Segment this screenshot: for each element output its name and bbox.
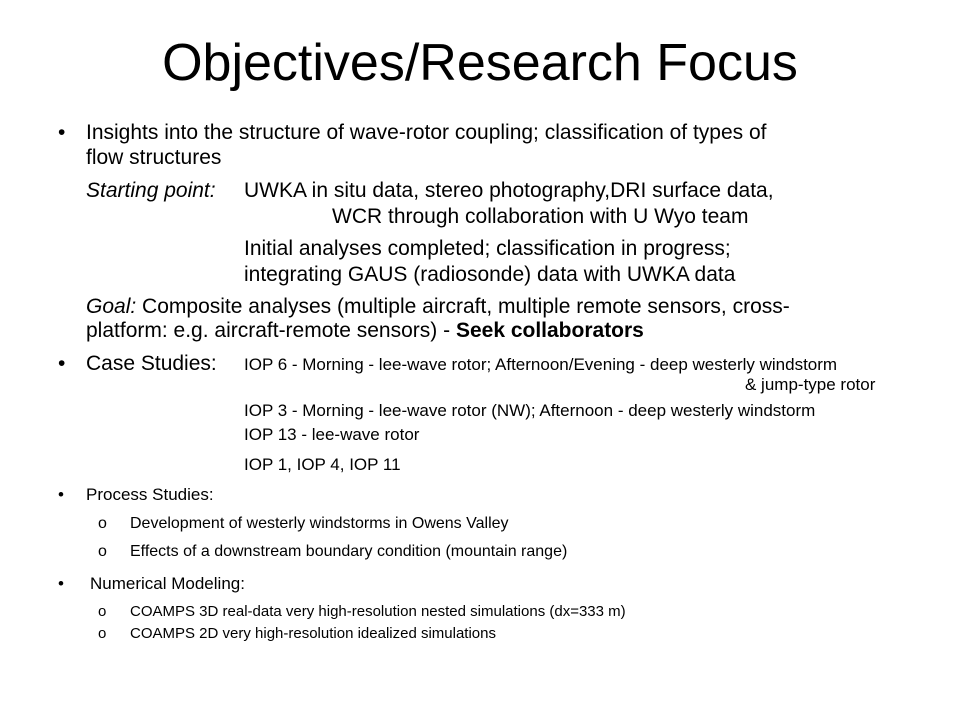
goal-line-2-text: platform: e.g. aircraft-remote sensors) - bbox=[86, 319, 456, 342]
initial-analyses-line-2: integrating GAUS (radiosonde) data with UWKA data bbox=[244, 263, 736, 286]
starting-point-line-2: WCR through collaboration with U Wyo team bbox=[332, 205, 749, 228]
sub-bullet-icon: o bbox=[98, 603, 107, 620]
sub-bullet-icon: o bbox=[98, 625, 107, 642]
bullet-icon: • bbox=[58, 574, 64, 593]
goal-text: Composite analyses (multiple aircraft, multiple remote sensors, cross- bbox=[142, 295, 790, 318]
process-item-2: Effects of a downstream boundary condition (mountain range) bbox=[130, 543, 568, 560]
goal-line-2 bbox=[86, 320, 644, 341]
goal-label: Goal: bbox=[86, 295, 137, 318]
modeling-item-2: COAMPS 2D very high-resolution idealized simulations bbox=[130, 625, 496, 642]
starting-point-label: Starting point: bbox=[86, 179, 216, 202]
insights-line-2: flow structures bbox=[86, 146, 222, 169]
process-studies-label: Process Studies: bbox=[86, 485, 214, 504]
process-item-1: Development of westerly windstorms in Owens Valley bbox=[130, 515, 509, 532]
iop6-line-2: & jump-type rotor bbox=[745, 375, 876, 394]
starting-point-line-1: UWKA in situ data, stereo photography,DRI surface data, bbox=[244, 179, 774, 202]
iop3-line: IOP 3 - Morning - lee-wave rotor (NW); Afternoon - deep westerly windstorm bbox=[244, 401, 816, 420]
iop6-line-1: IOP 6 - Morning - lee-wave rotor; Afternoon/Evening - deep westerly windstorm bbox=[244, 355, 838, 374]
sub-bullet-icon: o bbox=[98, 543, 107, 560]
case-studies-label: Case Studies: bbox=[86, 352, 217, 375]
bullet-icon: • bbox=[58, 121, 66, 144]
seek-collaborators: Seek collaborators bbox=[455, 319, 644, 342]
bullet-icon: • bbox=[58, 485, 64, 504]
iop13-line: IOP 13 - lee-wave rotor bbox=[244, 425, 420, 444]
modeling-item-1: COAMPS 3D real-data very high-resolution nested simulations (dx=333 m) bbox=[130, 603, 626, 620]
page-title: Objectives/Research Focus bbox=[162, 34, 798, 92]
bullet-icon: • bbox=[58, 352, 66, 375]
insights-line-1: Insights into the structure of wave-rotor coupling; classification of types of bbox=[86, 121, 767, 144]
iop-other-line: IOP 1, IOP 4, IOP 11 bbox=[244, 455, 401, 474]
initial-analyses-line-1: Initial analyses completed; classification in progress; bbox=[244, 237, 731, 260]
goal-line-1 bbox=[86, 296, 790, 317]
sub-bullet-icon: o bbox=[98, 515, 107, 532]
numerical-modeling-label: Numerical Modeling: bbox=[90, 574, 245, 593]
